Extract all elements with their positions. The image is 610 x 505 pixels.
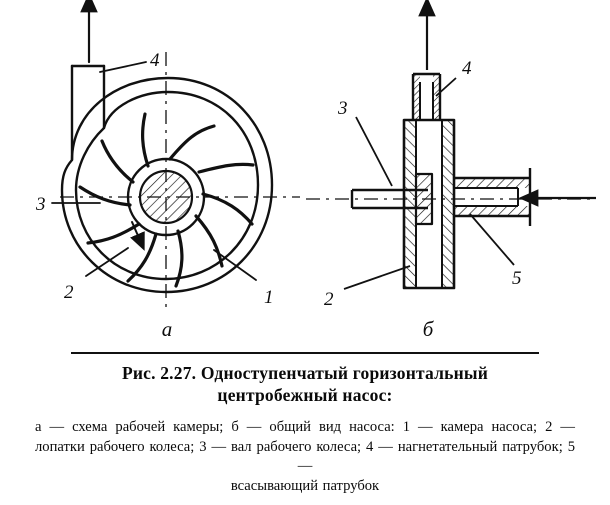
view-b-group <box>306 12 596 289</box>
figure-number: Рис. 2.27. <box>121 363 197 383</box>
callout-2-b: 2 <box>324 289 334 310</box>
caption-title-line2: центробежный насос: <box>217 385 393 405</box>
callout-3-b: 3 <box>338 98 348 119</box>
caption-divider <box>71 352 539 354</box>
caption-title-line1: Одноступенчатый горизонтальный <box>200 363 489 383</box>
caption-title <box>35 362 575 406</box>
view-b-label: б <box>422 317 434 341</box>
legend-text-last: всасывающий патрубок <box>230 477 380 494</box>
callout-2-a: 2 <box>64 282 74 303</box>
callout-5-b: 5 <box>512 268 522 289</box>
figure-caption-block <box>0 352 610 496</box>
callout-4-b: 4 <box>462 58 472 79</box>
view-a-group <box>52 8 300 312</box>
callout-3-a: 3 <box>36 194 46 215</box>
callout-1-a: 1 <box>264 287 274 308</box>
callout-4-a: 4 <box>150 50 160 71</box>
view-a-label: а <box>161 317 173 341</box>
legend-text: а — схема рабочей камеры; б — общий вид насоса: 1 — камера насоса; 2 — лопатки рабочего колеса; 3 — вал рабочего колеса; 4 — нагнетательный патрубок; 5 — <box>35 419 575 474</box>
caption-legend <box>35 418 575 496</box>
